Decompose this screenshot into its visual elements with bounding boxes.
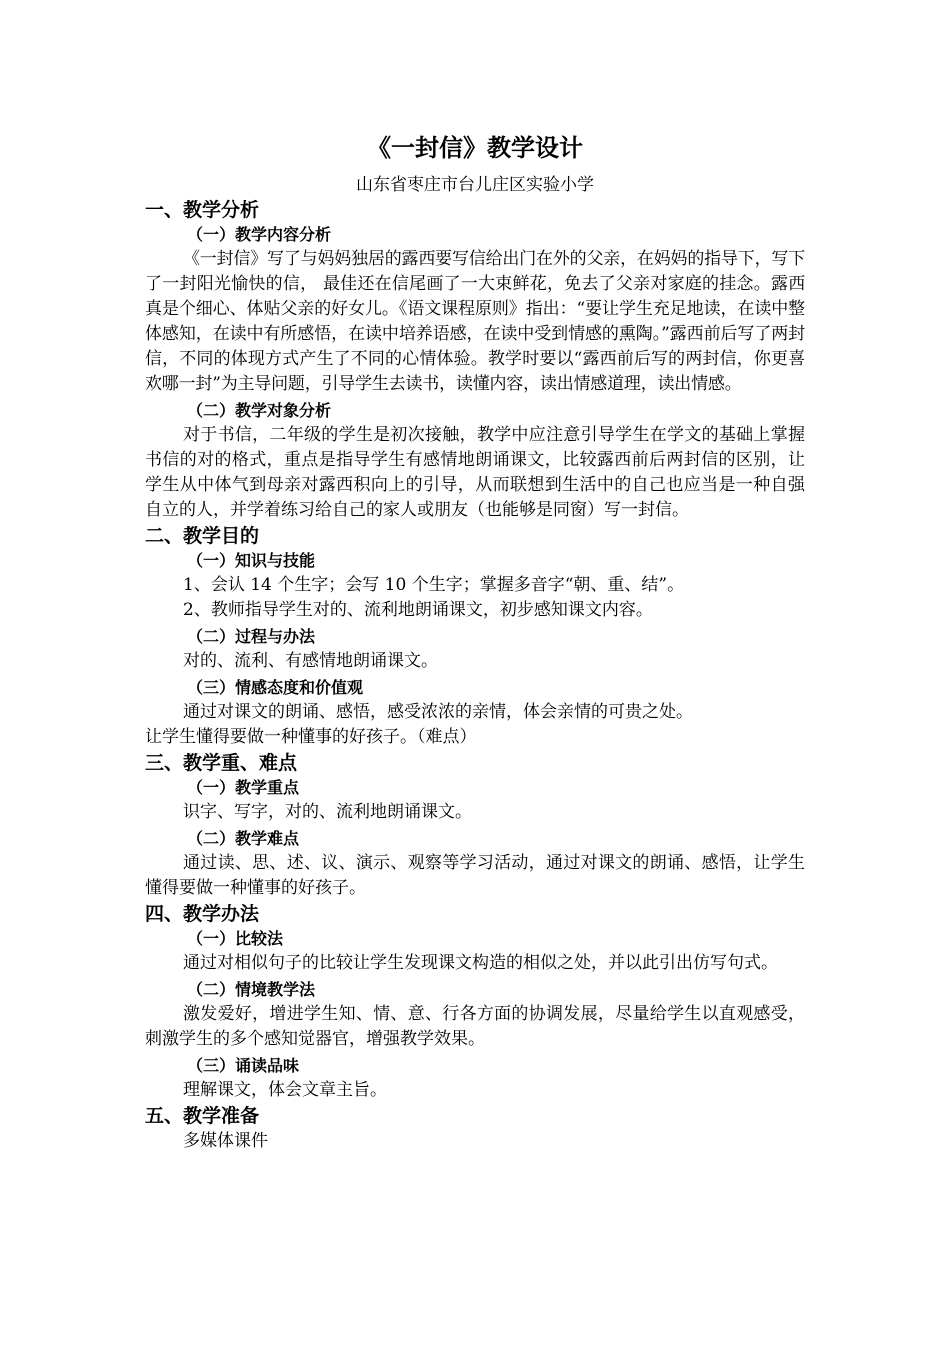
subheading-key-point: （一）教学重点 <box>187 778 300 797</box>
section-heading-key-points: 三、教学重、难点 <box>145 752 298 774</box>
paragraph-values: 通过对课文的朗诵、感悟，感受浓浓的亲情，体会亲情的可贵之处。 <box>183 702 693 722</box>
paragraph-recitation: 理解课文，体会文章主旨。 <box>183 1080 387 1100</box>
paragraph-key-point: 识字、写字，对的、流利地朗诵课文。 <box>183 802 472 822</box>
paragraph-goal-2: 2、教师指导学生对的、流利地朗诵课文，初步感知课文内容。 <box>183 600 653 620</box>
subheading-learner-analysis: （二）教学对象分析 <box>187 401 332 420</box>
paragraph-content-analysis: 《一封信》写了与妈妈独居的露西要写信给出门在外的父亲，在妈妈的指导下，写下了一封阳光愉快的信， 最佳还在信尾画了一大束鲜花，免去了父亲对家庭的挂念。露西真是个细心、体贴父亲的好女儿。《语文课程原则》指出：“要让学生充足地读，在读中整体感知，在读中有所感悟，在读中培养语感，在读中受到情感的熏陶。”露西前后写了两封信，不同的体现方式产生了不同的心情体验。教学时要以“露西前后写的两封信，你更喜欢哪一封”为主导问题，引导学生去读书，读懂内容，读出情感道理，读出情感。 <box>145 249 805 394</box>
section-heading-preparation: 五、教学准备 <box>145 1105 260 1127</box>
paragraph-values-difficulty: 让学生懂得要做一种懂事的好孩子。（难点） <box>145 727 477 747</box>
subheading-values: （三）情感态度和价值观 <box>187 678 364 697</box>
subheading-difficulty: （二）教学难点 <box>187 829 300 848</box>
subheading-process-methods: （二）过程与办法 <box>187 627 316 646</box>
section-heading-methods: 四、教学办法 <box>145 903 260 925</box>
subheading-comparison: （一）比较法 <box>187 929 284 948</box>
paragraph-preparation: 多媒体课件 <box>183 1131 268 1151</box>
paragraph-process-methods: 对的、流利、有感情地朗诵课文。 <box>183 651 438 671</box>
paragraph-comparison: 通过对相似句子的比较让学生发现课文构造的相似之处，并以此引出仿写句式。 <box>183 953 778 973</box>
section-heading-analysis: 一、教学分析 <box>145 199 260 221</box>
document-title: 《一封信》教学设计 <box>367 134 583 162</box>
paragraph-learner-analysis: 对于书信，二年级的学生是初次接触，教学中应注意引导学生在学文的基础上掌握书信的对的格式，重点是指导学生有感情地朗诵课文，比较露西前后两封信的区别，让学生从中体气到母亲对露西积向上的引导，从而联想到生活中的自己也应当是一种自强自立的人，并学着练习给自己的家人或朋友（也能够是同窗）写一封信。 <box>145 425 805 520</box>
paragraph-difficulty: 通过读、思、述、议、演示、观察等学习活动，通过对课文的朗诵、感悟，让学生懂得要做一种懂事的好孩子。 <box>145 853 805 898</box>
subheading-knowledge-skills: （一）知识与技能 <box>187 551 316 570</box>
section-heading-goals: 二、教学目的 <box>145 525 260 547</box>
document-author: 山东省枣庄市台儿庄区实验小学 <box>356 175 594 195</box>
subheading-content-analysis: （一）教学内容分析 <box>187 225 332 244</box>
paragraph-goal-1: 1、会认 14 个生字；会写 10 个生字；掌握多音字“朝、重、结”。 <box>183 575 685 595</box>
subheading-recitation: （三）诵读品味 <box>187 1056 300 1075</box>
document-body <box>145 197 805 1154</box>
subheading-situational: （二）情境教学法 <box>187 980 316 999</box>
paragraph-situational: 激发爱好，增进学生知、情、意、行各方面的协调发展，尽量给学生以直观感受，刺激学生的多个感知觉器官，增强教学效果。 <box>145 1004 805 1049</box>
